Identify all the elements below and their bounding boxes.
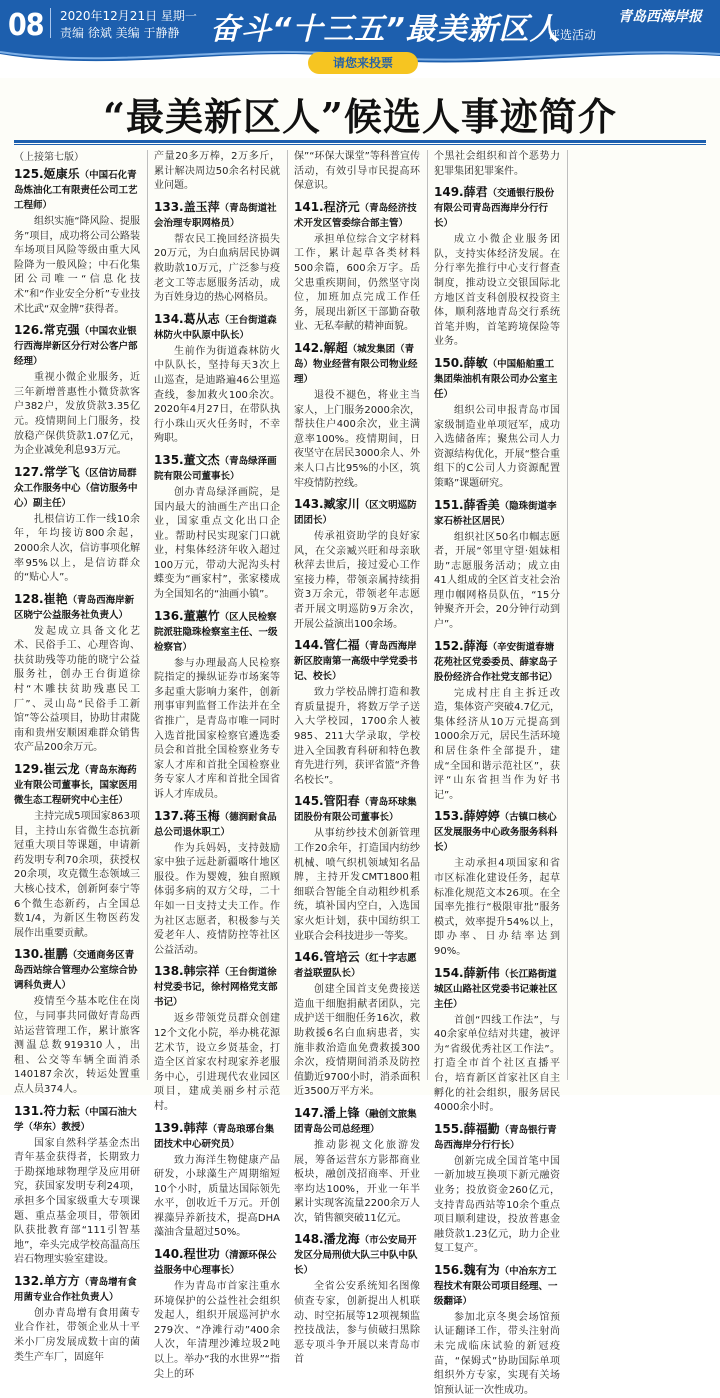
banner-subtitle: 评选活动 xyxy=(548,28,597,42)
candidate-affiliation: （长江路街道城区山路社区党委书记兼社区主任） xyxy=(434,968,558,1010)
candidate-name: 管阳春 xyxy=(323,794,360,809)
candidate-description: 推动影视文化旅游发展，筹备运营东方影都商业板块，融创茂招商率、开业率均达100%，开业一年半累计实现客流量2200余万人次，销售额突破11亿元。 xyxy=(294,1139,420,1224)
candidate-affiliation: （中冶东方工程技术有限公司项目经理、一级翻译） xyxy=(434,1265,558,1307)
candidate-entry xyxy=(154,609,280,803)
candidate-name: 葛从志 xyxy=(183,311,220,326)
candidate-entry xyxy=(294,950,420,1100)
candidate-heading xyxy=(294,794,420,825)
candidate-number: 146. xyxy=(294,950,324,965)
candidate-entry xyxy=(154,1121,280,1242)
candidate-affiliation: （青岛绿泽画院有限公司董事长） xyxy=(154,455,277,482)
candidate-heading xyxy=(434,639,560,685)
candidate-affiliation: （德润耐食品总公司退休职工） xyxy=(154,811,277,838)
candidate-heading xyxy=(434,1122,560,1153)
candidate-entry xyxy=(434,639,560,804)
candidate-affiliation: （城发集团（青岛）物业经营有限公司物业经理） xyxy=(294,343,418,385)
candidate-affiliation: （王台街道徐村党委书记，徐村网格党支部书记） xyxy=(154,967,278,1009)
candidate-heading xyxy=(14,465,140,511)
candidate-entry xyxy=(14,1274,140,1365)
candidate-affiliation: （青岛东海药业有限公司董事长，国家医用微生态工程研究中心主任） xyxy=(14,765,138,807)
candidate-description: 主持完成5项国家863项目，主持山东省微生态抗新冠重大项目等课题，申请新药发明专利70余项，获授权20余项，攻克微生态领域三大核心技术，创新阿泰宁等6个微生态新药，占全国总数1/4，为新区生物医药发展作出重要贡献。 xyxy=(14,811,140,939)
candidate-number: 126. xyxy=(14,323,44,338)
candidate-description: 承担单位综合文字材料工作，累计起草各类材料500余篇，600余万字。岳父患重疾期间，仍然坚守岗位，加班加点完成工作任务，展现出新区干部勤奋敬业、无私奉献的精神面貌。 xyxy=(294,233,420,333)
candidate-description: 发起成立具备文化艺术、民俗手工、心理咨询、扶贫助残等功能的晓宁公益服务社，创办王台街道徐村“木雕扶贫助残惠民工厂”、灵山岛“民俗手工新馆”等公益项目，协助甘肃陇南和贵州安顺困难群众销售农产品200余万元。 xyxy=(14,625,140,754)
candidate-number: 140. xyxy=(154,1247,184,1262)
candidate-description: 组织实施“降风险、提服务”项目，成功将公司公路装车场项目风险等级由重大风险降为一般风险；中石化集团公司唯一“信息化技术”和“作业安全分析”专业技术比武“双金牌”获得者。 xyxy=(14,216,140,315)
candidate-name: 姬康乐 xyxy=(43,167,80,181)
candidate-name: 崔鹏 xyxy=(43,947,68,962)
candidate-entry xyxy=(14,465,140,586)
candidate-affiliation: （融创文旅集团青岛公司总经理） xyxy=(294,1108,417,1135)
issue-date: 2020年12月21日 星期一 xyxy=(60,9,197,23)
vote-button[interactable]: 请您来投票 xyxy=(308,52,418,74)
candidate-name: 程世功 xyxy=(183,1247,220,1262)
page-title: “最美新区人”候选人事迹简介 xyxy=(103,94,617,139)
candidate-name: 程济元 xyxy=(323,199,360,214)
candidate-affiliation: （隐珠街道李家石桥社区居民） xyxy=(434,500,557,527)
candidate-number: 156. xyxy=(434,1262,464,1277)
candidate-description: 退役不褪色，将业主当家人，上门服务2000余次，帮扶住户400余次，业主满意率100%。疫情期间，日夜坚守在居民3000余人、外来人口占比95%的小区，筑牢疫情防控线。 xyxy=(294,389,420,489)
candidate-affiliation: （青岛街道社会治理专职网格员） xyxy=(154,202,277,229)
candidate-affiliation: （中国石化青岛炼油化工有限责任公司工艺工程师） xyxy=(14,170,138,211)
candidate-heading xyxy=(14,323,140,369)
candidate-name: 盖玉萍 xyxy=(183,199,220,214)
candidate-entry xyxy=(294,1106,420,1227)
candidate-heading xyxy=(14,762,140,808)
candidate-number: 134. xyxy=(154,311,184,326)
column-divider xyxy=(427,150,428,1080)
candidate-entry xyxy=(294,200,420,335)
candidate-description: 全省公安系统知名图像侦查专家，创新提出人机联动、时空拓展等12项视频监控技战法，参与侦破扫黑除恶专项斗争开展以来青岛市首 xyxy=(294,1281,420,1366)
candidate-number: 127. xyxy=(14,464,44,479)
candidate-heading xyxy=(434,498,560,529)
candidate-number: 135. xyxy=(154,452,184,467)
candidate-affiliation: （青岛经济技术开发区管委综合部主管） xyxy=(294,202,417,229)
candidate-number: 152. xyxy=(434,638,464,653)
header-divider xyxy=(50,8,51,38)
candidate-number: 149. xyxy=(434,185,464,200)
candidate-affiliation: （古镇口核心区发展服务中心政务服务科科长） xyxy=(434,812,558,854)
candidate-affiliation: （区文明巡防团团长） xyxy=(294,500,417,527)
candidate-entry xyxy=(14,947,140,1097)
candidate-affiliation: （王台街道森林防火中队原中队长） xyxy=(154,314,277,341)
candidate-affiliation: （青岛增有食用菌专业合作社负责人） xyxy=(14,1276,137,1303)
candidate-entry xyxy=(434,185,560,350)
candidate-heading xyxy=(434,1263,560,1309)
editor-credits: 责编 徐斌 美编 于静静 xyxy=(60,26,180,40)
candidate-entry xyxy=(14,323,140,459)
title-rule-thin xyxy=(14,144,706,145)
candidate-name: 薛福勤 xyxy=(463,1121,500,1136)
candidate-name: 董蕙竹 xyxy=(183,608,220,623)
candidate-affiliation: （区人民检察院派驻隐珠检察室主任、一级检察官） xyxy=(154,611,278,653)
candidate-name: 薛君 xyxy=(463,185,488,200)
candidate-entry xyxy=(14,167,140,317)
candidate-entry xyxy=(154,200,280,306)
candidate-number: 151. xyxy=(434,497,464,512)
candidate-entry xyxy=(434,966,560,1116)
candidate-name: 韩萍 xyxy=(183,1120,208,1135)
candidate-affiliation: （红十字志愿者益联盟队长） xyxy=(294,953,417,980)
candidate-entry xyxy=(434,356,560,492)
candidate-affiliation: （交通银行股份有限公司青岛西海岸分行行长） xyxy=(434,188,555,230)
candidate-entry xyxy=(294,1232,420,1368)
column-divider xyxy=(287,150,288,1080)
candidate-description: 重视小微企业服务，近三年新增普惠性小微贷款客户382户，发放贷款3.35亿元。疫情期间上门服务，投放稳产保供贷款1.07亿元，为企业减免利息93万元。 xyxy=(14,372,140,457)
candidate-entry xyxy=(294,150,420,194)
candidate-affiliation: （青岛银行青岛西海岸分行行长） xyxy=(434,1124,557,1151)
candidate-number: 137. xyxy=(154,808,184,823)
candidate-description: 返乡带领党员群众创建12个文化小院，举办桃花源艺术节，设立乡贤基金，打造全区首家农村现家养老服务中心，引进现代农业园区项目，建成美丽乡村示范村。 xyxy=(154,1013,280,1112)
candidate-heading xyxy=(154,964,280,1010)
candidate-description: 参加北京冬奥会场馆预认证翻译工作，带头注射尚未完成临床试验的新冠疫苗，“保姆式”协助国际单项组织外方专家，实现有关场馆预认证一次性成功。 xyxy=(434,1311,560,1396)
candidate-name: 董文杰 xyxy=(183,452,220,467)
candidate-heading xyxy=(294,497,420,528)
candidate-name: 潘上锋 xyxy=(323,1105,360,1120)
candidate-heading xyxy=(154,609,280,655)
candidate-description: 作为兵妈妈，支持鼓励家中独子远赴新疆喀什地区服役。作为婴嫂，独自照顾体弱多病的双方父母，二十年如一日支持丈夫工作。作为社区志愿者，积极参与关爱老年人、疫情防控等社区公益活动。 xyxy=(154,842,280,956)
candidate-number: 150. xyxy=(434,355,464,370)
candidate-number: 128. xyxy=(14,591,44,606)
candidate-affiliation: （交通商务区青岛西站综合管理办公室综合协调科负责人） xyxy=(14,950,138,992)
candidate-description: 保”“环保大课堂”等科普宣传活动，有效引导市民提高环保意识。 xyxy=(294,151,420,192)
candidate-heading xyxy=(154,809,280,840)
candidate-description: 创办青岛增有食用菌专业合作社，带领企业从十平米小厂房发展成数十亩的菌类生产车厂，固庭年 xyxy=(14,1307,140,1363)
candidate-name: 韩宗祥 xyxy=(183,964,220,979)
candidate-affiliation: （清源环保公益服务中心理事长） xyxy=(154,1250,277,1277)
candidate-number: 139. xyxy=(154,1120,184,1135)
candidate-heading xyxy=(14,167,140,213)
candidate-name: 单方方 xyxy=(43,1273,80,1288)
candidate-name: 崔艳 xyxy=(43,591,68,606)
candidate-description: 完成村庄自主拆迁改造，集体资产突破4.7亿元，集体经济从10万元提高到1000余万元，居民生活环境和居住条件全部提升，建成“全国和谐示范社区”，获评“山东省担当作为好书记”。 xyxy=(434,687,560,801)
column-divider xyxy=(567,150,568,1080)
candidate-number: 155. xyxy=(434,1121,464,1136)
candidate-entry xyxy=(14,1104,140,1268)
candidate-name: 薛新伟 xyxy=(463,965,500,980)
candidate-heading xyxy=(434,356,560,402)
column-4 xyxy=(434,150,560,1396)
candidate-affiliation: （市公安局开发区分局刑侦大队三中队中队长） xyxy=(294,1235,418,1277)
newspaper-name: 青岛西海岸报 xyxy=(618,9,702,25)
candidate-number: 131. xyxy=(14,1103,44,1118)
candidate-heading xyxy=(154,1121,280,1152)
candidate-number: 129. xyxy=(14,762,44,777)
candidate-affiliation: （辛安街道春塘花苑社区党委委员、薛家岛子股份经济合作社党支部书记） xyxy=(434,641,558,683)
candidate-affiliation: （区信访局群众工作服务中心（信访服务中心）副主任） xyxy=(14,467,138,509)
candidate-description: 致力海洋生物健康产品研发，小球藻生产周期缩短10个小时，质量达国际领先水平，创收近千万元。开创裸藻异养新技术，提高DHA藻油含量超过50%。 xyxy=(154,1154,280,1239)
candidate-entry xyxy=(14,762,140,941)
candidate-number: 125. xyxy=(14,167,44,181)
candidate-number: 143. xyxy=(294,497,324,512)
candidate-heading xyxy=(434,185,560,231)
candidate-description: 组织公司申报青岛市国家级制造业单项冠军，成功入选储备库；聚焦公司人力资源结构优化，开展“整合重组下的C公司人力资源配置策略”课题研究。 xyxy=(434,404,560,489)
candidate-name: 管仁福 xyxy=(323,638,360,653)
candidate-description: 国家自然科学基金杰出青年基金获得者，长期致力于勘探地球物理学及应用研究，获国家发明专利24项，承担多个国家级重大专项课题、重点基金项目，带领团队获批教育部“111引智基地”，牵头完成学校高温高压岩石物理实验室建设。 xyxy=(14,1137,140,1266)
candidate-affiliation: （中国农业银行西海岸新区分行对公客户部经理） xyxy=(14,326,138,368)
candidate-heading xyxy=(154,1247,280,1278)
column-divider xyxy=(147,150,148,1080)
candidate-name: 蒋玉梅 xyxy=(183,808,220,823)
candidate-name: 潘龙海 xyxy=(323,1232,360,1247)
candidate-description: 疫情至今基本吃住在岗位，与同事共同做好青岛西站运营管理工作，累计旅客测温总数919310人，出租、公交等车辆全面消杀140187余次，转运处置重点人员374人。 xyxy=(14,996,140,1095)
candidate-description: 产量20多万棒，2万多斤，累计解决周边50余名村民就业问题。 xyxy=(154,151,280,192)
candidate-entry xyxy=(294,638,420,788)
candidate-description: 作为青岛市首家注重水环境保护的公益性社会组织发起人，组织开展巡河护水279次、“净滩行动”400余人次，年清理沙滩垃圾2吨以上。举办“我的水世界”“指尖上的环 xyxy=(154,1281,280,1380)
candidate-name: 解超 xyxy=(323,340,348,355)
candidate-entry xyxy=(294,341,420,491)
banner-title: 奋斗“十三五”最美新区人 xyxy=(210,12,561,47)
candidate-entry xyxy=(434,809,560,959)
candidate-number: 136. xyxy=(154,608,184,623)
candidate-heading xyxy=(14,1104,140,1135)
article-columns xyxy=(14,150,706,1396)
title-rule xyxy=(14,140,706,143)
candidate-heading xyxy=(434,966,560,1012)
candidate-heading xyxy=(434,809,560,855)
candidate-name: 臧家川 xyxy=(323,497,360,512)
candidate-affiliation: （青岛西海岸新区胶南第一高级中学党委书记、校长） xyxy=(294,641,418,683)
candidate-name: 薛香美 xyxy=(463,497,500,512)
column-3 xyxy=(294,150,420,1366)
candidate-name: 魏有为 xyxy=(463,1262,500,1277)
candidate-heading xyxy=(294,1106,420,1137)
candidate-heading xyxy=(154,200,280,231)
column-1 xyxy=(14,150,140,1363)
candidate-number: 141. xyxy=(294,199,324,214)
candidate-name: 崔云龙 xyxy=(43,762,80,777)
page-header xyxy=(0,0,720,78)
candidate-entry xyxy=(14,592,140,756)
candidate-heading xyxy=(294,200,420,231)
candidate-description: 创建全国首支免费接送造血干细胞捐献者团队，完成护送干细胞任务16次，救助救援6名白血病患者，实施非救治造血免费救援300余次，疫情期间消杀及防控值勤近9700小时，消杀面积近3500万平方米。 xyxy=(294,984,420,1098)
candidate-description: 扎根信访工作一线10余年，年均接访800余起，2000余人次，信访事项化解率95%以上，是信访群众的“贴心人”。 xyxy=(14,513,140,584)
candidate-heading xyxy=(294,950,420,981)
candidate-description: 创办青岛绿泽画院，是国内最大的油画生产出口企业，国家重点文化出口企业。帮助村民实现家门口就业，村集体经济年收入超过100万元，带动大泥沟头村蝶变为“画家村”，张家楼成为全国知名的“油画小镇”。 xyxy=(154,486,280,601)
candidate-entry xyxy=(154,1247,280,1382)
candidate-heading xyxy=(14,947,140,993)
candidate-name: 薛海 xyxy=(463,638,488,653)
candidate-number: 138. xyxy=(154,964,184,979)
candidate-description: 创新完成全国首笔中国一新加坡互换项下新元融资业务；投放资金260亿元，支持青岛西站等10余个重点项目顺利建设，投放普惠金融贷款1.23亿元，助力企业复工复产。 xyxy=(434,1155,560,1255)
candidate-heading xyxy=(294,341,420,387)
candidate-entry xyxy=(294,794,420,944)
candidate-description: 参与办理最高人民检察院指定的操纵证券市场案等多起重大影响力案件，创新刑事审判监督工作法并在全省推广，是青岛市唯一同时入选首批国家检察官遴选委员会和首批全国检察业务专家人才库和首批全国检察业务专家人才库和首批全国省诉人才库成员。 xyxy=(154,657,280,800)
candidate-affiliation: （青岛西海岸新区晓宁公益服务社负责人） xyxy=(14,594,135,621)
candidate-description: 从事纺纱技术创新管理工作20余年，打造国内纺纱机械、喷气织机领域知名品牌，主持开发CMT1800粗细联合智能全自动粗纱机系统，填补国内空白，入选国家火炬计划，获中国纺织工业联合会科技进步一等奖。 xyxy=(294,828,420,942)
candidate-entry xyxy=(154,964,280,1114)
candidate-affiliation: （青岛环球集团股份有限公司董事长） xyxy=(294,797,417,824)
candidate-number: 130. xyxy=(14,947,44,962)
candidate-description: 主动承担4项国家和省市区标准化建设任务，起草标准化规范文本26项。在全国率先推行“极限审批”服务模式，效率提升54%以上，即办率、日办结率达到90%。 xyxy=(434,858,560,957)
candidate-heading xyxy=(154,312,280,343)
candidate-number: 148. xyxy=(294,1232,324,1247)
candidate-description: 传承祖资助学的良好家风，在父亲臧兴旺和母亲耿秋萍去世后，接过爱心工作室接力棒，带领亲属持续捐资3万余元，带领老年志愿者开展文明巡防9万余次，开展公益演出100余场。 xyxy=(294,531,420,630)
candidate-name: 常克强 xyxy=(43,323,80,338)
candidate-affiliation: （青岛琅琊台集团技术中心研究员） xyxy=(154,1123,275,1150)
candidate-name: 薛婷婷 xyxy=(463,809,500,824)
candidate-entry xyxy=(154,809,280,959)
page-number: 08 xyxy=(8,8,44,43)
candidate-description: 成立小微企业服务团队，支持实体经济发展。在分行率先推行中心支行督查制度，推动设立交银国际北方地区首支科创股权投资主体，顺利落地青岛交行系统首笔并购，首笔跨境保险等业务。 xyxy=(434,234,560,348)
candidate-description: 致力学校品牌打造和教育质量提升，将数万学子送入大学校园，1700余人被985、211大学录取，学校进入全国教育科研和特色教育先进行列，获评省篮“齐鲁名校长”。 xyxy=(294,687,420,786)
candidate-number: 145. xyxy=(294,794,324,809)
candidate-heading xyxy=(294,638,420,684)
candidate-number: 153. xyxy=(434,809,464,824)
candidate-number: 133. xyxy=(154,199,184,214)
candidate-heading xyxy=(154,453,280,484)
candidate-name: 薛敏 xyxy=(463,355,488,370)
candidate-entry xyxy=(434,1263,560,1398)
candidate-description: 个黑社会组织和首个恶势力犯罪集团犯罪案件。 xyxy=(434,151,560,177)
candidate-name: 常学飞 xyxy=(43,464,80,479)
candidate-entry xyxy=(294,497,420,632)
candidate-entry xyxy=(434,1122,560,1257)
candidate-number: 154. xyxy=(434,965,464,980)
candidate-entry xyxy=(434,150,560,179)
candidate-number: 132. xyxy=(14,1273,44,1288)
candidate-number: 142. xyxy=(294,340,324,355)
candidate-name: 符力耘 xyxy=(43,1103,80,1118)
candidate-number: 147. xyxy=(294,1105,324,1120)
candidate-heading xyxy=(294,1232,420,1278)
candidate-name: 管培云 xyxy=(323,950,360,965)
column-2 xyxy=(154,150,280,1380)
candidate-description: 生前作为街道森林防火中队队长，坚持每天3次上山巡查，是迪路遍46公里巡查线，参加救火100余次。2020年4月27日，在带队执行小珠山灭火任务时，不幸殉职。 xyxy=(154,345,280,445)
candidate-number: 144. xyxy=(294,638,324,653)
candidate-heading xyxy=(14,1274,140,1305)
candidate-affiliation: （中国石油大学（华东）教授） xyxy=(14,1106,137,1133)
candidate-affiliation: （中国船舶重工集团柴油机有限公司办公室主任） xyxy=(434,358,558,400)
candidate-entry xyxy=(154,312,280,447)
candidate-entry xyxy=(154,453,280,603)
candidate-heading xyxy=(14,592,140,623)
candidate-description: 首创“四线工作法”，与40余家单位结对共建，被评为“省级优秀社区工作法”。打造全市首个社区直播平台，培育新区首家社区自主孵化的社会组织，服务居民4000余小时。 xyxy=(434,1014,560,1114)
candidate-description: 帮农民工挽回经济损失20万元，为白血病居民协调救助款10万元，广泛参与疫老文工等志愿服务活动，成为百姓身边的热心网格员。 xyxy=(154,233,280,304)
candidate-description: 组织社区50名巾帼志愿者，开展“邻里守望·姐妹相助”志愿服务活动；成立由41人组成的全区首支社会治理巾帼网格员队伍，“15分钟聚齐开会，20分钟行动到户”。 xyxy=(434,531,560,631)
continued-note: （上接第七版） xyxy=(14,152,84,163)
candidate-entry xyxy=(154,150,280,194)
candidate-entry xyxy=(434,498,560,633)
